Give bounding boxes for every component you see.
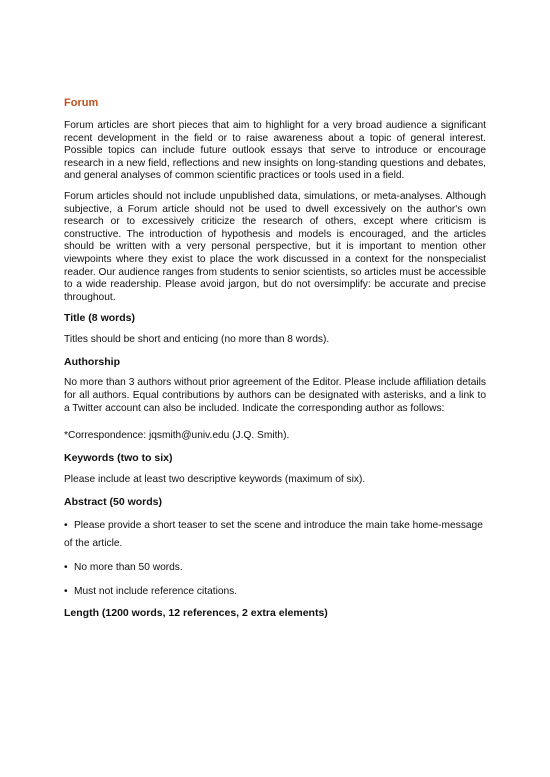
abstract-bullet-text: No more than 50 words. <box>74 562 183 574</box>
correspondence-line: *Correspondence: jqsmith@univ.edu (J.Q. Smith). <box>64 430 290 442</box>
document-content <box>64 96 486 628</box>
forum-title: Forum <box>64 97 99 109</box>
bullet-icon: • <box>64 520 68 532</box>
forum-paragraph-2: Forum articles should not include unpublished data, simulations, or meta-analyses. Although subjective, a Forum article should not be used to dwell excessively on the author's own research or to excessively criticize the research of others, except where criticism is constructive. The introduction of hypothesis and models is encouraged, and the articles should be written with a very personal perspective, but it is important to mention other viewpoints where they exist to place the work discussed in a context for the nonspecialist reader. Our audience ranges from students to senior scientists, so articles must be accessible to a wide readership. Please avoid jargon, but do not oversimplify: be accurate and precise throughout. <box>64 190 486 303</box>
title-section-heading: Title (8 words) <box>64 312 135 325</box>
length-heading: Length (1200 words, 12 references, 2 extra elements) <box>64 607 328 620</box>
abstract-bullet-2 <box>64 559 486 577</box>
authorship-heading: Authorship <box>64 356 120 369</box>
bullet-icon: • <box>64 562 68 574</box>
forum-paragraph-1: Forum articles are short pieces that aim to highlight for a very broad audience a significant recent development in the field or to raise awareness about a topic of general interest. Possible topics can include future outlook essays that serve to introduce or encourage research in a new field, reflections and new insights on long-standing questions and debates, and general analyses of common scientific practices or tools used in a field. <box>64 120 486 182</box>
title-section-text: Titles should be short and enticing (no more than 8 words). <box>64 334 330 346</box>
abstract-bullet-text: Please provide a short teaser to set the scene and introduce the main take home-message of the article. <box>64 520 483 550</box>
bullet-icon: • <box>64 586 68 598</box>
keywords-heading: Keywords (two to six) <box>64 452 173 465</box>
keywords-text: Please include at least two descriptive keywords (maximum of six). <box>64 474 366 486</box>
authorship-text: No more than 3 authors without prior agreement of the Editor. Please include affiliation details for all authors. Equal contributions by authors can be designated with asterisks, and a link to a Twitter account can also be included. Indicate the corresponding author as follows: <box>64 377 486 414</box>
abstract-bullet-3 <box>64 583 486 601</box>
abstract-bullet-text: Must not include reference citations. <box>74 586 238 598</box>
abstract-bullet-1 <box>64 517 486 553</box>
abstract-heading: Abstract (50 words) <box>64 496 163 509</box>
